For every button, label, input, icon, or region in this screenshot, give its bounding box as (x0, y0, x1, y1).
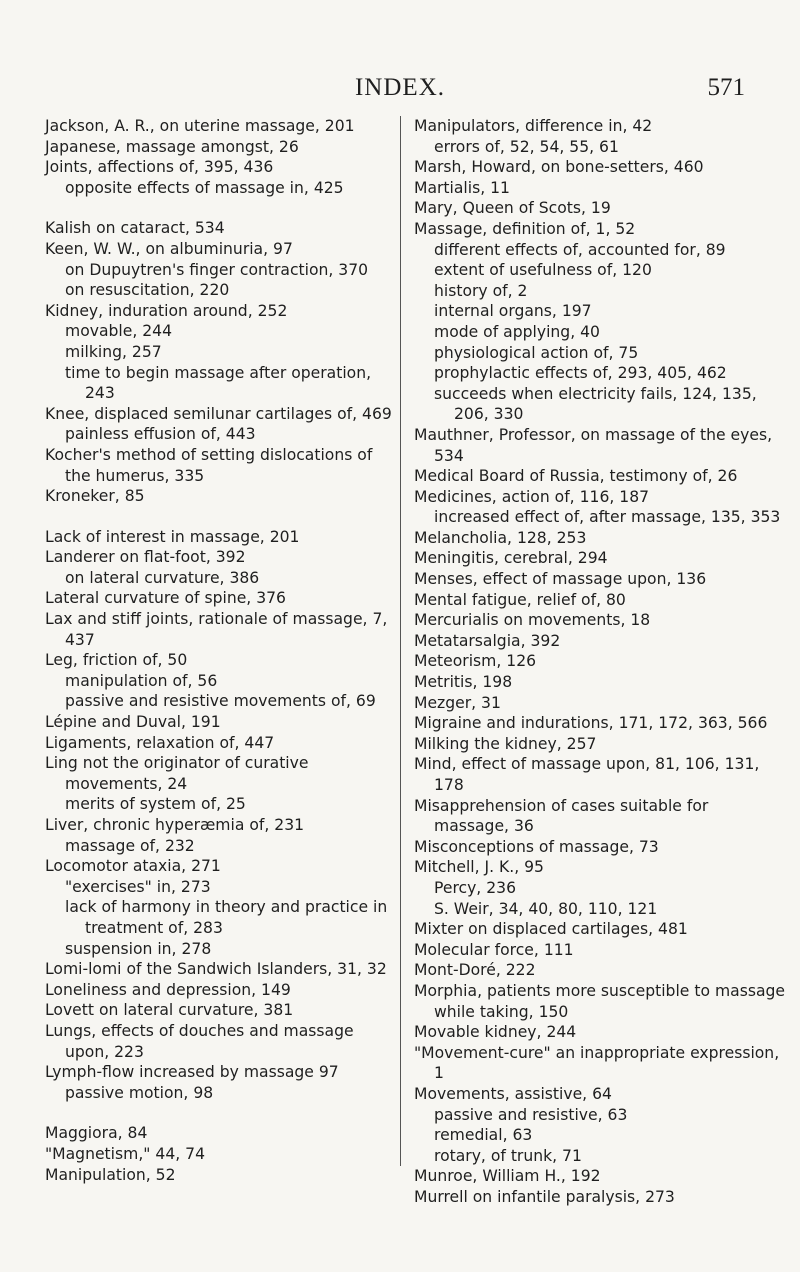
index-entry: Japanese, massage amongst, 26 (45, 137, 299, 156)
index-entry: Kroneker, 85 (45, 487, 145, 506)
index-subentry: massage of, 232 (65, 836, 195, 855)
index-subentry: S. Weir, 34, 40, 80, 110, 121 (434, 899, 658, 918)
index-entry: Lungs, effects of douches and massage upon, 223 (45, 1021, 354, 1061)
index-entry: Lack of interest in massage, 201 (45, 527, 300, 546)
index-column-left (45, 116, 395, 1185)
index-entry: Martialis, 11 (414, 178, 510, 197)
index-subentry: lack of harmony in theory and practice in treatment of, 283 (65, 898, 388, 937)
index-column-right (414, 116, 788, 1207)
index-entry: Mixter on displaced cartilages, 481 (414, 920, 688, 939)
index-entry: Mont-Doré, 222 (414, 961, 536, 980)
index-entry: Mitchell, J. K., 95 (414, 858, 544, 877)
index-subentry: passive motion, 98 (65, 1083, 214, 1102)
index-entry: Milking the kidney, 257 (414, 734, 597, 753)
index-entry: Misconceptions of massage, 73 (414, 837, 659, 856)
index-entry: Lymph-flow increased by massage 97 (45, 1063, 339, 1082)
index-subentry: succeeds when electricity fails, 124, 135, 206, 330 (434, 384, 757, 424)
index-subentry: painless effusion of, 443 (65, 425, 256, 444)
index-subentry: mode of applying, 40 (434, 322, 600, 341)
index-subentry: opposite effects of massage in, 425 (65, 178, 344, 197)
index-entry: Kocher's method of setting dislocations of the humerus, 335 (45, 445, 373, 485)
index-subentry: extent of usefulness of, 120 (434, 261, 652, 280)
index-subentry: milking, 257 (65, 342, 162, 361)
index-entry: Loneliness and depression, 149 (45, 980, 291, 999)
index-subentry: increased effect of, after massage, 135, 353 (434, 508, 781, 527)
index-entry: Lovett on lateral curvature, 381 (45, 1001, 294, 1020)
index-entry: Knee, displaced semilunar cartilages of, 469 (45, 404, 392, 423)
index-subentry: merits of system of, 25 (65, 795, 246, 814)
index-entry: Migraine and indurations, 171, 172, 363, 566 (414, 714, 768, 733)
index-entry: Ling not the originator of curative movements, 24 (45, 754, 309, 793)
index-entry: Mental fatigue, relief of, 80 (414, 590, 626, 609)
index-entry: Meteorism, 126 (414, 652, 537, 671)
index-entry: Mary, Queen of Scots, 19 (414, 199, 611, 218)
index-entry: Mind, effect of massage upon, 81, 106, 131, 178 (414, 755, 760, 794)
index-subentry: history of, 2 (434, 281, 528, 300)
index-entry: Maggiora, 84 (45, 1124, 148, 1143)
index-subentry: passive and resistive, 63 (434, 1105, 628, 1124)
index-entry: "Movement-cure" an inappropriate expression, 1 (414, 1043, 780, 1083)
index-entry: Misapprehension of cases suitable for massage, 36 (414, 796, 709, 836)
index-entry: Manipulators, difference in, 42 (414, 117, 653, 135)
index-subentry: on Dupuytren's finger contraction, 370 (65, 260, 369, 279)
index-entry: Movable kidney, 244 (414, 1023, 577, 1042)
index-subentry: on lateral curvature, 386 (65, 568, 260, 587)
index-entry: Marsh, Howard, on bone-setters, 460 (414, 158, 704, 177)
index-subentry: different effects of, accounted for, 89 (434, 240, 726, 259)
index-entry: Lépine and Duval, 191 (45, 713, 221, 732)
index-subentry: suspension in, 278 (65, 939, 212, 958)
index-entry: Menses, effect of massage upon, 136 (414, 570, 707, 589)
index-subentry: remedial, 63 (434, 1126, 533, 1145)
index-entry: Keen, W. W., on albuminuria, 97 (45, 239, 293, 258)
index-entry: Mezger, 31 (414, 693, 501, 712)
index-entry: Landerer on flat-foot, 392 (45, 548, 246, 567)
index-entry: Molecular force, 111 (414, 940, 574, 959)
index-entry: Movements, assistive, 64 (414, 1084, 612, 1103)
index-entry: Melancholia, 128, 253 (414, 528, 587, 547)
index-entry: Metatarsalgia, 392 (414, 631, 561, 650)
index-entry: Massage, definition of, 1, 52 (414, 219, 636, 238)
index-entry: Lax and stiff joints, rationale of massage, 7, 437 (45, 610, 388, 649)
index-entry: Ligaments, relaxation of, 447 (45, 733, 275, 752)
index-subentry: on resuscitation, 220 (65, 281, 230, 300)
index-entry: Liver, chronic hyperæmia of, 231 (45, 816, 305, 834)
index-entry: Mauthner, Professor, on massage of the eyes, 534 (414, 425, 773, 465)
index-subentry: time to begin massage after operation, 243 (65, 363, 372, 403)
index-subentry: errors of, 52, 54, 55, 61 (434, 137, 619, 156)
page-header (0, 74, 800, 108)
index-subentry: manipulation of, 56 (65, 671, 218, 690)
index-entry: "Magnetism," 44, 74 (45, 1144, 206, 1163)
index-entry: Metritis, 198 (414, 673, 513, 692)
index-entry: Kalish on cataract, 534 (45, 219, 225, 238)
page-title: INDEX. (354, 74, 445, 101)
index-subentry: passive and resistive movements of, 69 (65, 692, 376, 711)
index-subentry: "exercises" in, 273 (65, 877, 211, 896)
index-subentry: Percy, 236 (434, 878, 516, 897)
index-entry: Kidney, induration around, 252 (45, 301, 288, 320)
index-subentry: physiological action of, 75 (434, 343, 639, 362)
index-entry: Manipulation, 52 (45, 1165, 176, 1184)
index-entry: Joints, affections of, 395, 436 (45, 158, 274, 177)
index-subentry: prophylactic effects of, 293, 405, 462 (434, 364, 727, 383)
page-number: 571 (707, 74, 745, 101)
index-entry: Leg, friction of, 50 (45, 651, 188, 670)
index-entry: Munroe, William H., 192 (414, 1167, 601, 1186)
index-entry: Murrell on infantile paralysis, 273 (414, 1187, 675, 1206)
index-subentry: movable, 244 (65, 322, 173, 341)
index-entry: Mercurialis on movements, 18 (414, 611, 651, 630)
index-entry: Lomi-lomi of the Sandwich Islanders, 31, 32 (45, 960, 387, 979)
index-subentry: rotary, of trunk, 71 (434, 1146, 582, 1165)
column-divider (400, 116, 401, 1166)
index-entry: Locomotor ataxia, 271 (45, 857, 221, 876)
index-entry: Jackson, A. R., on uterine massage, 201 (45, 117, 355, 135)
index-entry: Medical Board of Russia, testimony of, 26 (414, 467, 738, 486)
index-entry: Meningitis, cerebral, 294 (414, 549, 608, 568)
index-subentry: internal organs, 197 (434, 302, 592, 321)
index-entry: Medicines, action of, 116, 187 (414, 487, 650, 506)
index-entry: Morphia, patients more susceptible to massage while taking, 150 (414, 981, 785, 1021)
index-entry: Lateral curvature of spine, 376 (45, 589, 286, 608)
